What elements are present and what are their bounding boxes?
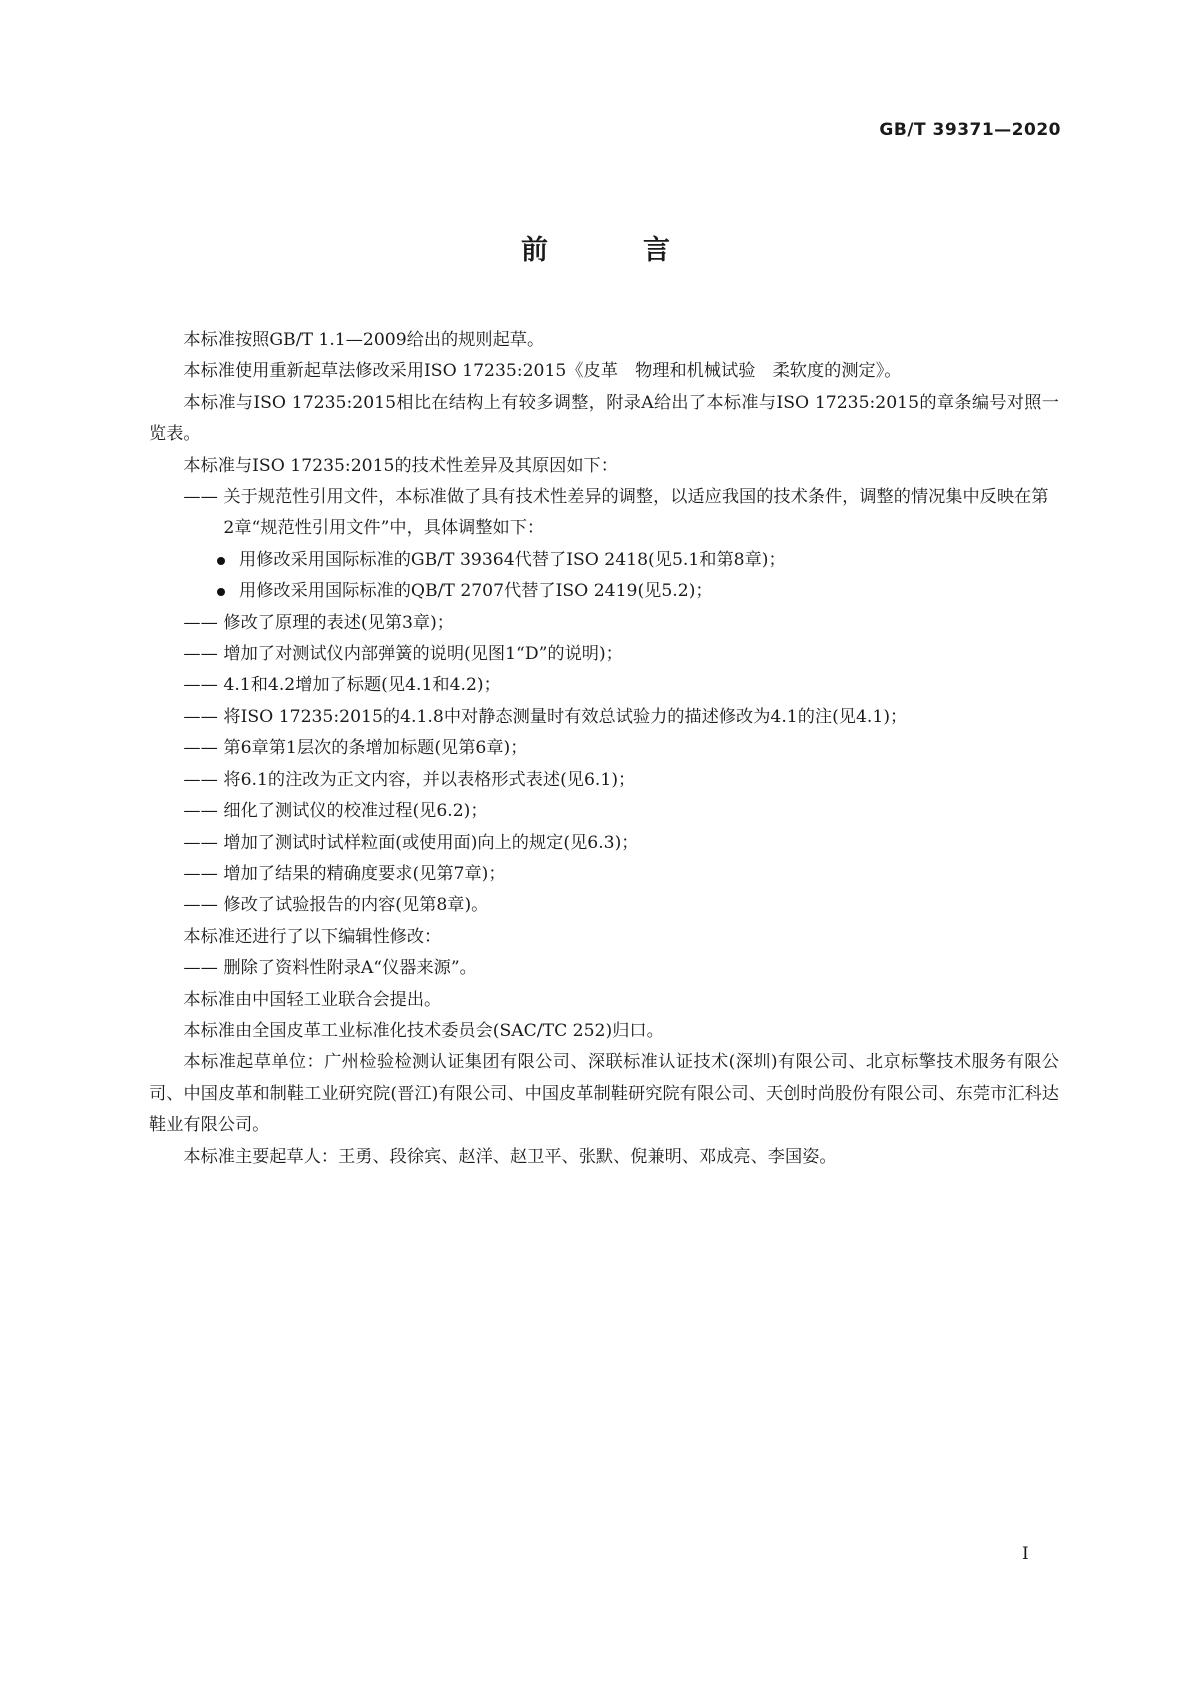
paragraph: 本标准由中国轻工业联合会提出。 — [183, 989, 442, 1010]
dash-item-text: 细化了测试仪的校准过程(见6.2)； — [223, 801, 488, 822]
bullet-item-text: 用修改采用国际标准的GB/T 39364代替了ISO 2418(见5.1和第8章)； — [239, 549, 786, 570]
dash-item — [149, 890, 1059, 921]
dash-item — [149, 670, 1059, 701]
paragraph: 本标准起草单位：广州检验检测认证集团有限公司、深联标准认证技术(深圳)有限公司、北京标擎技术服务有限公司、中国皮革和制鞋工业研究院(晋江)有限公司、中国皮革制鞋研究院有限公司、天创时尚股份有限公司、东莞市汇科达鞋业有限公司。 — [149, 1052, 1059, 1136]
dash-mark: —— — [183, 706, 218, 727]
standard-code: GB/T 39371—2020 — [879, 120, 1061, 140]
paragraph: 本标准与ISO 17235:2015的技术性差异及其原因如下： — [183, 455, 618, 476]
dash-item-text: 修改了试验报告的内容(见第8章)。 — [223, 895, 489, 916]
dash-mark: —— — [183, 958, 218, 979]
dash-mark: —— — [183, 675, 218, 696]
dash-mark: —— — [183, 895, 218, 916]
dash-item — [149, 859, 1059, 890]
dash-item — [149, 482, 1059, 545]
dash-item — [149, 733, 1059, 764]
dash-mark: —— — [183, 863, 218, 884]
dash-item-text: 修改了原理的表述(见第3章)； — [223, 612, 454, 633]
paragraph: 本标准主要起草人：王勇、段徐宾、赵洋、赵卫平、张默、倪兼明、邓成亮、李国姿。 — [183, 1146, 837, 1167]
bullet-item — [149, 545, 1059, 576]
dash-mark: —— — [183, 644, 218, 665]
bullet-item-text: 用修改采用国际标准的QB/T 2707代替了ISO 2419(见5.2)； — [239, 581, 713, 602]
dash-mark: —— — [183, 769, 218, 790]
bullet-icon — [217, 557, 225, 565]
dash-item-text: 增加了对测试仪内部弹簧的说明(见图1“D”的说明)； — [223, 644, 623, 665]
dash-item — [149, 828, 1059, 859]
paragraph: 本标准与ISO 17235:2015相比在结构上有较多调整，附录A给出了本标准与ISO 17235:2015的章条编号对照一览表。 — [149, 392, 1059, 445]
dash-mark: —— — [183, 612, 218, 633]
dash-item — [149, 608, 1059, 639]
dash-item-text: 删除了资料性附录A“仪器来源”。 — [223, 958, 477, 979]
paragraph: 本标准由全国皮革工业标准化技术委员会(SAC/TC 252)归口。 — [183, 1020, 664, 1041]
paragraph: 本标准使用重新起草法修改采用ISO 17235:2015《皮革 物理和机械试验 柔软度的测定》。 — [183, 361, 902, 382]
dash-mark: —— — [183, 832, 218, 853]
dash-item-text: 第6章第1层次的条增加标题(见第6章)； — [223, 738, 528, 759]
dash-mark: —— — [183, 801, 218, 822]
paragraph: 本标准还进行了以下编辑性修改： — [183, 926, 442, 947]
dash-item — [149, 796, 1059, 827]
bullet-icon — [217, 588, 225, 596]
dash-item-text: 将ISO 17235:2015的4.1.8中对静态测量时有效总试验力的描述修改为4.1的注(见4.1)； — [223, 706, 908, 727]
document-body — [149, 325, 1059, 1173]
bullet-item — [149, 576, 1059, 607]
dash-item-text: 增加了结果的精确度要求(见第7章)； — [223, 863, 506, 884]
dash-item — [149, 953, 1059, 984]
dash-item-text: 关于规范性引用文件，本标准做了具有技术性差异的调整，以适应我国的技术条件，调整的情况集中反映在第2章“规范性引用文件”中，具体调整如下： — [223, 487, 1049, 539]
dash-item — [149, 765, 1059, 796]
dash-item-text: 增加了测试时试样粒面(或使用面)向上的规定(见6.3)； — [223, 832, 639, 853]
page-title: 前 言 — [521, 235, 704, 266]
dash-mark: —— — [183, 487, 218, 508]
dash-item-text: 4.1和4.2增加了标题(见4.1和4.2)； — [223, 675, 501, 696]
dash-mark: —— — [183, 738, 218, 759]
page-number: I — [1022, 1544, 1029, 1564]
dash-item — [149, 639, 1059, 670]
dash-item-text: 将6.1的注改为正文内容，并以表格形式表述(见6.1)； — [223, 769, 636, 790]
dash-item — [149, 702, 1059, 733]
paragraph: 本标准按照GB/T 1.1—2009给出的规则起草。 — [183, 330, 545, 350]
